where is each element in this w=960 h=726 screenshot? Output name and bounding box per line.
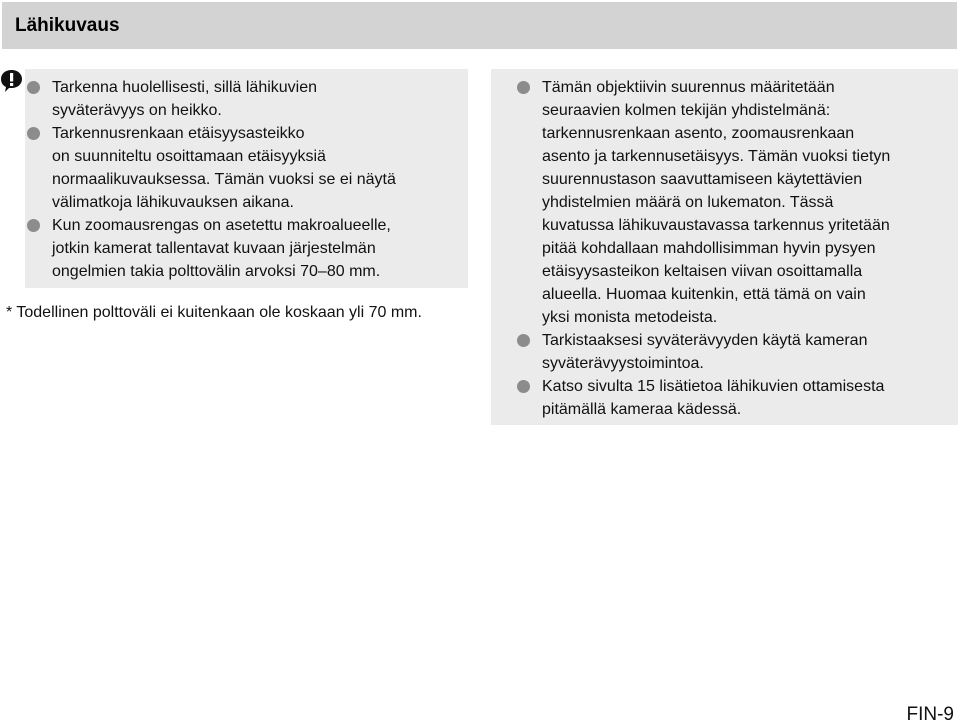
page-number: FIN-9 [906, 704, 954, 725]
list-item: Tarkistaaksesi syväterävyyden käytä kameran syväterävyystoimintoa. [515, 329, 955, 375]
bullet-icon [517, 334, 530, 347]
footnote: * Todellinen polttoväli ei kuitenkaan ole koskaan yli 70 mm. [6, 304, 422, 321]
memo-list [515, 76, 955, 421]
bullet-icon [517, 380, 530, 393]
list-item: Tarkenna huolellisesti, sillä lähikuvien syväterävyys on heikko. [25, 76, 455, 122]
bullet-icon [27, 127, 40, 140]
caution-box [25, 69, 468, 288]
caution-icon [0, 69, 23, 94]
list-item: Kun zoomausrengas on asetettu makroalueelle, jotkin kamerat tallentavat kuvaan järjestelmän ongelmien takia polttovälin arvoksi 70–80 mm. [25, 214, 455, 283]
list-item: Tarkennusrenkaan etäisyysasteikko on suunniteltu osoittamaan etäisyyksiä normaalikuvauksessa. Tämän vuoksi se ei näytä välimatkoja lähikuvauksen aikana. [25, 122, 455, 214]
bullet-icon [517, 81, 530, 94]
memo-box [491, 69, 958, 425]
page-title: Lähikuvaus [15, 15, 120, 36]
list-item: Katso sivulta 15 lisätietoa lähikuvien ottamisesta pitämällä kameraa kädessä. [515, 375, 955, 421]
section-header [2, 2, 957, 49]
bullet-icon [27, 81, 40, 94]
bullet-icon [27, 219, 40, 232]
list-item: Tämän objektiivin suurennus määritetään seuraavien kolmen tekijän yhdistelmänä: tarkennusrenkaan asento, zoomausrenkaan asento ja tarkennusetäisyys. Tämän vuoksi tietyn suurennustason saavuttamiseen käytettävien yhdistelmien määrä on lukematon. Tässä kuvatussa lähikuvaustavassa tarkennus yritetään pitää kohdallaan mahdollisimman hyvin pysyen etäisyysasteikon keltaisen viivan osoittamalla alueella. Huomaa kuitenkin, että tämä on vain yksi monista metodeista. [515, 76, 955, 329]
caution-list [25, 76, 455, 283]
